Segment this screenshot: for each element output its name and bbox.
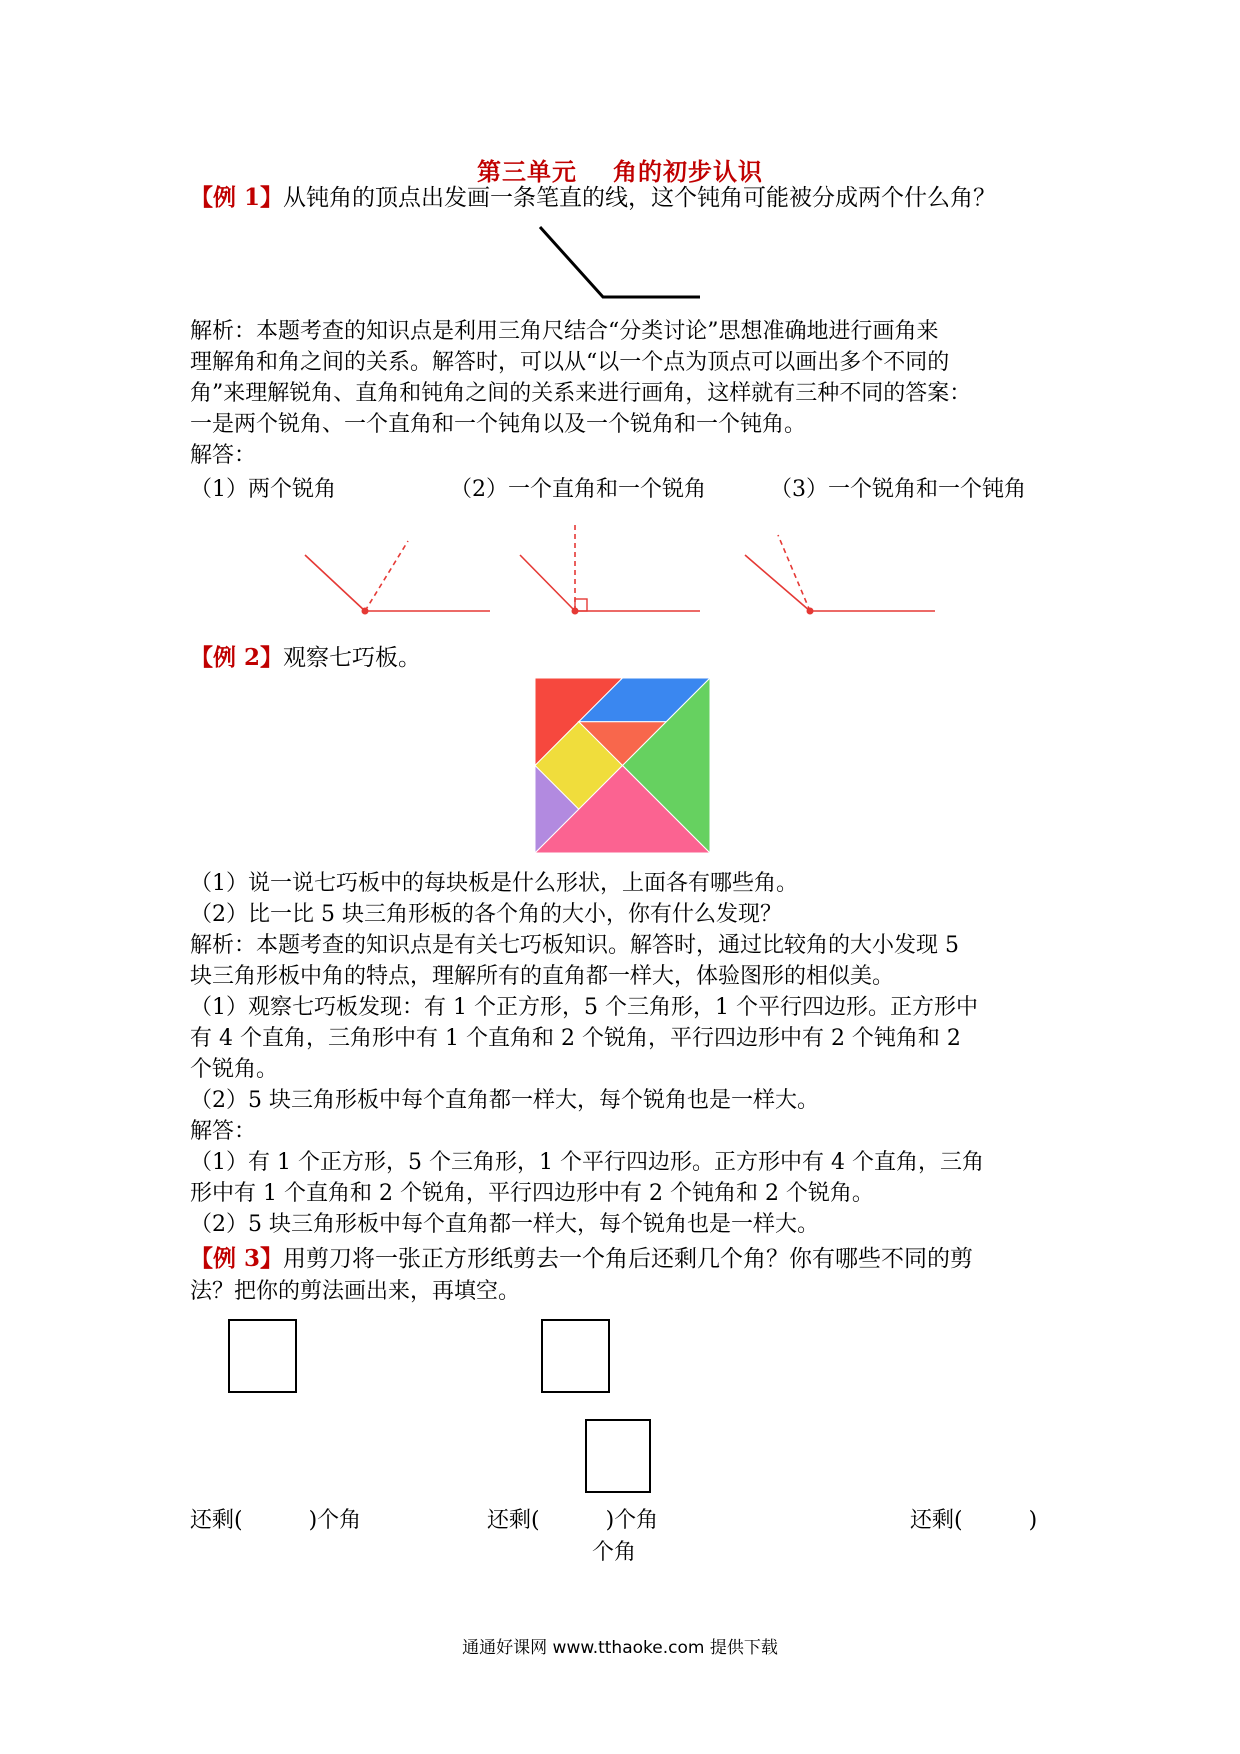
answer-option-3: （3）一个锐角和一个钝角: [770, 477, 1026, 502]
two-acute-angles-figure: [300, 535, 500, 615]
example-2-line-6: 有 4 个直角，三角形中有 1 个直角和 2 个锐角，平行四边形中有 2 个钝角和 2: [190, 1026, 961, 1051]
right-and-acute-angle-figure: [510, 520, 710, 615]
example-1-analysis-line-2: 理解角和角之间的关系。解答时，可以从“以一个点为顶点可以画出多个不同的: [190, 350, 950, 375]
fill-blank-3-continued: 个角: [592, 1540, 637, 1565]
example-3-question-text: 用剪刀将一张正方形纸剪去一个角后还剩几个角？你有哪些不同的剪: [283, 1246, 974, 1272]
example-1-question: [190, 182, 996, 214]
example-2-line-2: （2）比一比 5 块三角形板的各个角的大小，你有什么发现？: [190, 902, 782, 927]
tangram-figure: [535, 678, 710, 853]
example-2-line-4: 块三角形板中角的特点，理解所有的直角都一样大，体验图形的相似美。: [190, 964, 895, 989]
example-3-tag: 【例 3】: [190, 1245, 284, 1272]
title-unit: 第三单元: [477, 157, 577, 186]
example-1-question-text: 从钝角的顶点出发画一条笔直的线，这个钝角可能被分成两个什么角？: [283, 185, 997, 211]
example-1-analysis-line-1: 解析：本题考查的知识点是利用三角尺结合“分类讨论”思想准确地进行画角来: [190, 319, 939, 344]
example-1-analysis-line-3: 角”来理解锐角、直角和钝角之间的关系来进行画角，这样就有三种不同的答案：: [190, 381, 972, 406]
example-2-tag: 【例 2】: [190, 644, 284, 671]
example-2-line-12: （2）5 块三角形板中每个直角都一样大，每个锐角也是一样大。: [190, 1212, 819, 1237]
example-1-answer-label: 解答：: [190, 443, 257, 468]
answer-option-2: （2）一个直角和一个锐角: [450, 477, 706, 502]
example-2-line-5: （1）观察七巧板发现：有 1 个正方形，5 个三角形，1 个平行四边形。正方形中: [190, 995, 978, 1020]
example-2-line-10: （1）有 1 个正方形，5 个三角形，1 个平行四边形。正方形中有 4 个直角，三角: [190, 1150, 984, 1175]
square-paper-3: [585, 1419, 651, 1493]
answer-option-1: （1）两个锐角: [190, 477, 336, 502]
acute-and-obtuse-angle-figure: [740, 525, 940, 615]
fill-blank-1: 还剩( )个角: [190, 1508, 362, 1533]
obtuse-angle-figure: [530, 225, 710, 305]
example-1-tag: 【例 1】: [190, 184, 284, 211]
example-2-line-1: （1）说一说七巧板中的每块板是什么形状，上面各有哪些角。: [190, 871, 798, 896]
example-2-line-7: 个锐角。: [190, 1057, 279, 1082]
example-1-analysis-line-4: 一是两个锐角、一个直角和一个钝角以及一个锐角和一个钝角。: [190, 412, 807, 437]
fill-blank-3: 还剩( ): [910, 1508, 1038, 1533]
example-3-question-line-2: 法？把你的剪法画出来，再填空。: [190, 1279, 521, 1304]
square-paper-1: [228, 1319, 297, 1393]
example-3-question: [190, 1243, 973, 1275]
fill-blank-2: 还剩( )个角: [487, 1508, 659, 1533]
example-2-line-11: 形中有 1 个直角和 2 个锐角，平行四边形中有 2 个钝角和 2 个锐角。: [190, 1181, 874, 1206]
example-2-line-9: 解答：: [190, 1119, 257, 1144]
square-paper-2: [541, 1319, 610, 1393]
example-2-question: [190, 642, 421, 674]
example-2-line-3: 解析：本题考查的知识点是有关七巧板知识。解答时，通过比较角的大小发现 5: [190, 933, 959, 958]
example-2-line-8: （2）5 块三角形板中每个直角都一样大，每个锐角也是一样大。: [190, 1088, 819, 1113]
page-footer: 通通好课网 www.tthaoke.com 提供下载: [462, 1638, 778, 1658]
title-topic: 角的初步认识: [613, 157, 763, 186]
example-2-question-text: 观察七巧板。: [283, 645, 422, 671]
